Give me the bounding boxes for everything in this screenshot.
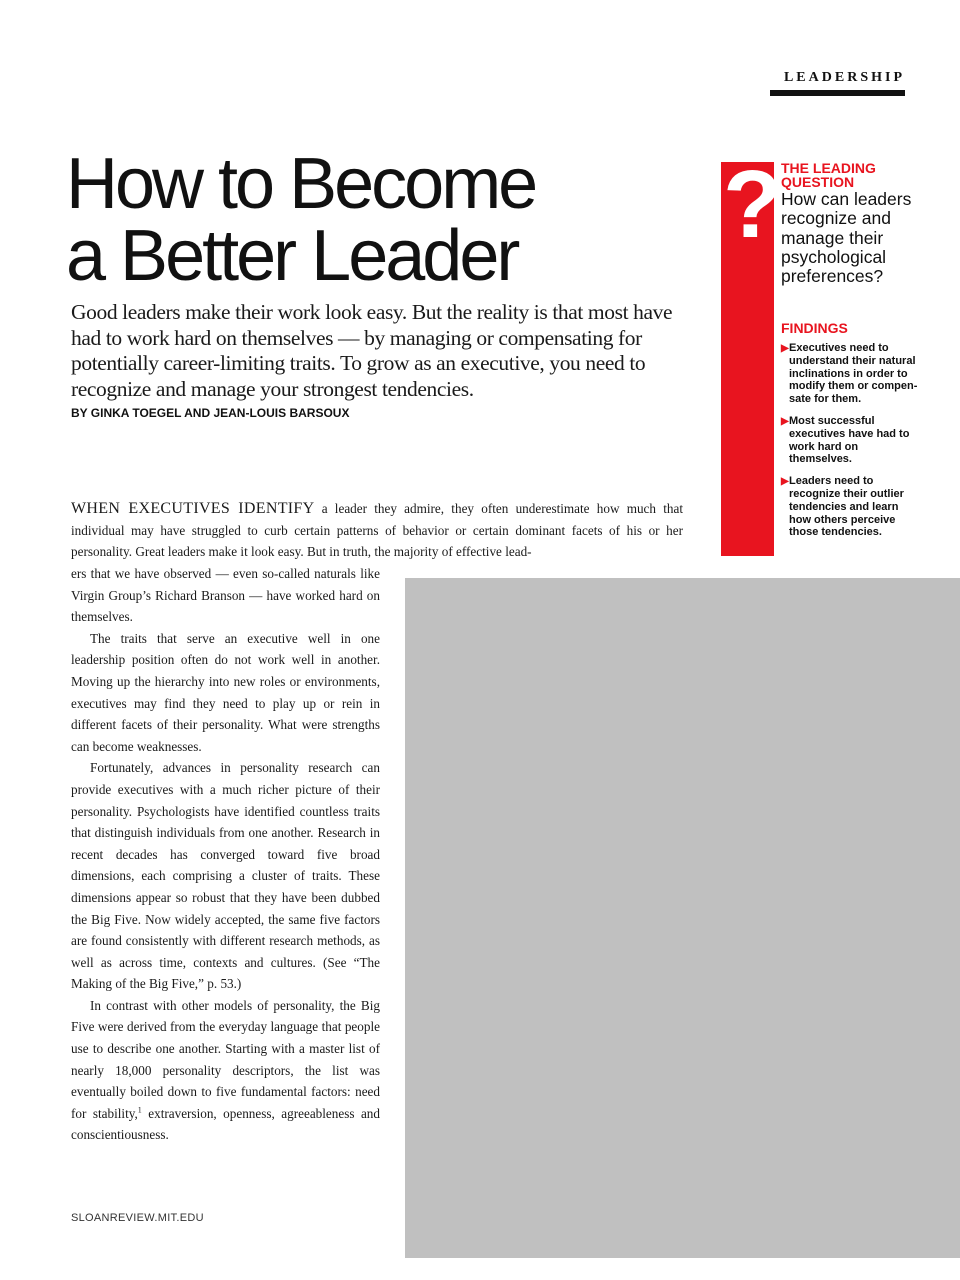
body-column: [71, 563, 380, 1146]
body-paragraph-2: The traits that serve an executive well in one leadership position often do not work well in another. Moving up the hierarchy into new roles or environments, executives may find they need to play up or rein in different facets of their personality. What were strengths can become weaknesses.: [71, 630, 380, 754]
p4-text-a: In contrast with other models of personality, the Big Five were derived from the everyday language that people use to describe one another. Starting with a master list of nearly 18,000 personality descriptors, the list was eventually boiled down to five fundamental factors: need for stability,: [71, 997, 380, 1121]
article-headline: [66, 144, 666, 296]
intro-paragraph: [71, 498, 683, 563]
body-paragraph-4: [71, 995, 380, 1146]
article-dek: Good leaders make their work look easy. But the reality is that most have had to work hard on themselves — by managing or compensating for potentially career-limiting traits. To grow as an executive, you need to recognize and manage your strongest tendencies.: [71, 300, 673, 401]
triangle-bullet-icon: ▶: [781, 343, 789, 354]
triangle-bullet-icon: ▶: [781, 415, 789, 427]
finding-text: Most successful executives have had to work hard on themselves.: [789, 414, 910, 466]
p4-text-b: extraversion, openness, agreeableness and conscientiousness.: [71, 1105, 380, 1143]
headline-line-2: a Better Leader: [66, 216, 518, 296]
triangle-bullet-icon: ▶: [781, 476, 789, 488]
finding-item: [781, 415, 921, 466]
section-rule: [770, 90, 905, 96]
leading-question-text: How can leaders recognize and manage their psychological preferences?: [781, 189, 912, 287]
leading-question-heading: THE LEADING QUESTION: [781, 160, 876, 190]
byline: BY GINKA TOEGEL AND JEAN-LOUIS BARSOUX: [71, 406, 350, 420]
image-placeholder: [405, 578, 960, 1258]
lead-in: WHEN EXECUTIVES IDENTIFY: [71, 500, 315, 517]
footnote-ref: 1: [137, 1105, 142, 1115]
findings-heading: FINDINGS: [781, 320, 848, 336]
body-paragraph-1-cont: ers that we have observed — even so-called naturals like Virgin Group’s Richard Branson — have worked hard on themselves.: [71, 566, 380, 625]
finding-item: [781, 342, 921, 406]
finding-text: Executives need to understand their natural inclinations in order to modify them or compensate for them.: [789, 342, 918, 406]
intro-text: a leader they admire, they often underestimate how much that individual may have struggled to curb certain patterns of behavior or certain dominant facets of his or her personality. Great leaders make it look easy. But in truth, the majority of effective lead-: [71, 501, 684, 559]
finding-item: [781, 475, 921, 539]
findings-list: [781, 342, 921, 548]
body-paragraph-3: Fortunately, advances in personality research can provide executives with a much richer picture of their personality. Psychologists have identified countless traits that distinguish individuals from one another. Research in recent decades has converged toward five broad dimensions, each comprising a cluster of traits. These dimensions appear so robust that they have been dubbed the Big Five. Now widely accepted, the same five factors are found consistently with different research methods, as well as across time, contexts and cultures. (See “The Making of the Big Five,” p. 53.): [71, 760, 380, 992]
footer-url: SLOANREVIEW.MIT.EDU: [71, 1212, 204, 1224]
question-mark-icon: ?: [723, 151, 782, 258]
finding-text: Leaders need to recognize their outlier tendencies and learn how others perceive those tendencies.: [789, 475, 904, 539]
headline-line-1: How to Become: [66, 144, 536, 224]
section-label: LEADERSHIP: [783, 70, 905, 85]
